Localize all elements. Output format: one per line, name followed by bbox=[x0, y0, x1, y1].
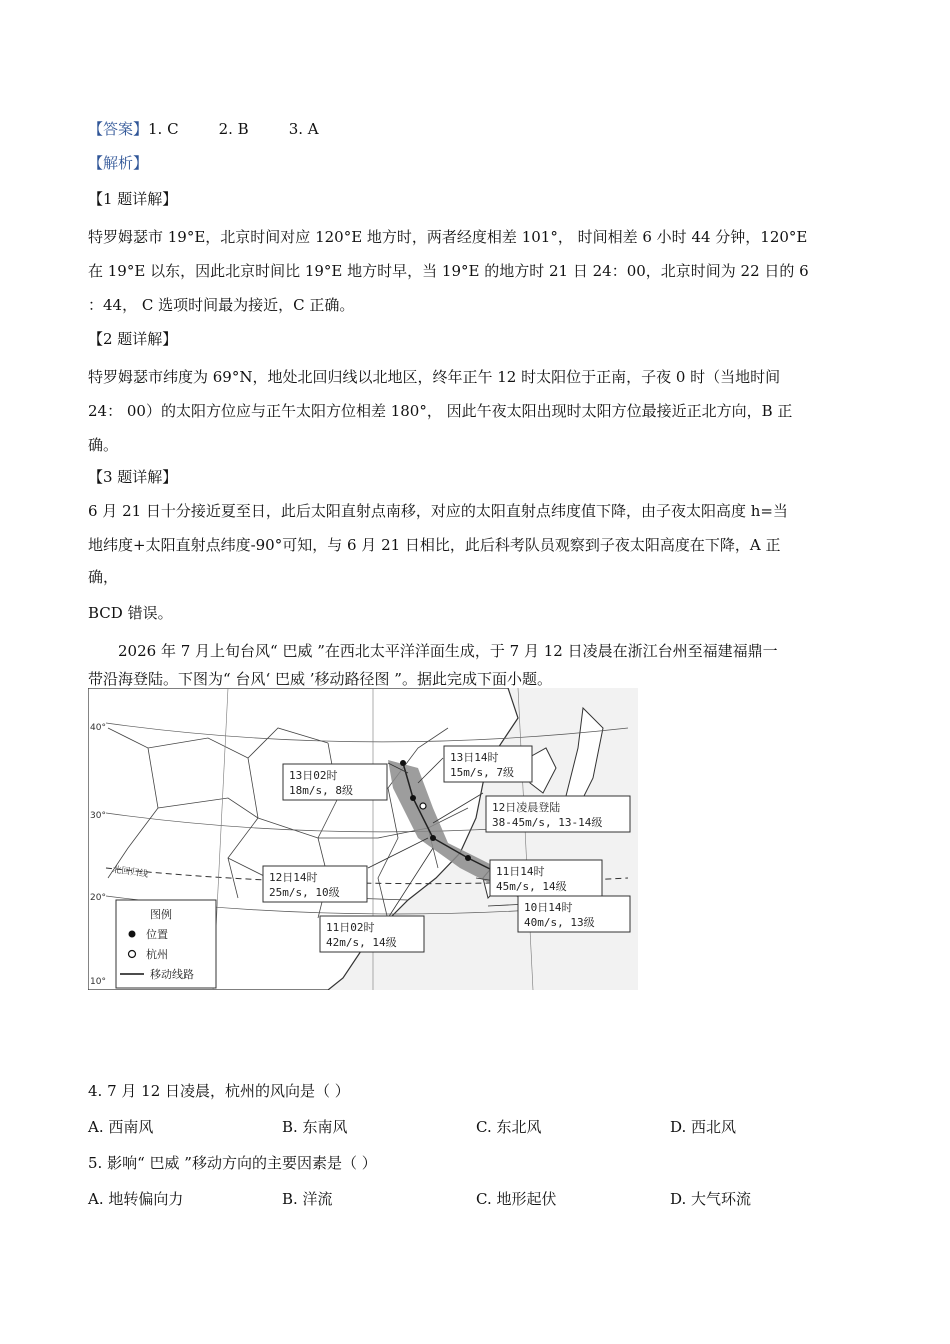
q3-text-line: 6 月 21 日十分接近夏至日，此后太阳直射点南移，对应的太阳直射点纬度值下降，由子夜太阳高度 h=当 bbox=[88, 502, 788, 520]
analysis-tag: 【解析】 bbox=[88, 154, 149, 172]
intro-line: 2026 年 7 月上旬台风“ 巴威 ”在西北太平洋洋面生成，于 7 月 12 日凌晨在浙江台州至福建福鼎一 bbox=[118, 642, 778, 660]
q2-heading: 【2 题详解】 bbox=[88, 330, 178, 348]
position-dot bbox=[430, 835, 436, 841]
svg-text:11日14时: 11日14时 bbox=[496, 865, 545, 878]
q5-option-d[interactable]: D. 大气环流 bbox=[670, 1190, 752, 1208]
svg-text:45m/s, 14级: 45m/s, 14级 bbox=[496, 880, 567, 893]
label-11-02 bbox=[320, 916, 424, 952]
lat-label-10: 10° bbox=[90, 977, 106, 987]
lat-label-30: 30° bbox=[90, 811, 106, 821]
legend-item: 移动线路 bbox=[150, 968, 194, 981]
svg-text:12日凌晨登陆: 12日凌晨登陆 bbox=[492, 801, 561, 814]
answer-item: 1. C bbox=[148, 120, 179, 138]
q2-text-line: 24： 00）的太阳方位应与正午太阳方位相差 180°， 因此午夜太阳出现时太阳方位最接近正北方向，B 正 bbox=[88, 402, 793, 420]
q1-text-line: 在 19°E 以东，因此北京时间比 19°E 地方时早，当 19°E 的地方时 21 日 24：00，北京时间为 22 日的 6 bbox=[88, 262, 809, 280]
position-dot bbox=[465, 855, 471, 861]
answer-item: 2. B bbox=[218, 120, 249, 138]
q4-option-b[interactable]: B. 东南风 bbox=[282, 1118, 348, 1136]
q1-text-line: ：44， C 选项时间最为接近，C 正确。 bbox=[88, 296, 355, 314]
label-10-14 bbox=[518, 896, 630, 932]
label-13-14 bbox=[444, 746, 532, 782]
q5-option-c[interactable]: C. 地形起伏 bbox=[476, 1190, 557, 1208]
svg-text:40m/s, 13级: 40m/s, 13级 bbox=[524, 916, 595, 929]
q2-text-line: 确。 bbox=[88, 436, 119, 454]
svg-text:18m/s, 8级: 18m/s, 8级 bbox=[289, 784, 353, 797]
position-dot bbox=[410, 795, 416, 801]
answer-line bbox=[88, 118, 319, 139]
lat-label-40: 40° bbox=[90, 723, 106, 733]
svg-text:12日14时: 12日14时 bbox=[269, 871, 318, 884]
q5-stem: 5. 影响“ 巴威 ”移动方向的主要因素是（ ） bbox=[88, 1154, 377, 1172]
legend-item: 位置 bbox=[146, 928, 168, 941]
svg-text:15m/s, 7级: 15m/s, 7级 bbox=[450, 766, 514, 779]
legend-item: 杭州 bbox=[146, 948, 168, 961]
map-svg bbox=[88, 688, 638, 990]
legend-title: 图例 bbox=[150, 908, 172, 921]
position-dot bbox=[400, 760, 406, 766]
q5-option-b[interactable]: B. 洋流 bbox=[282, 1190, 333, 1208]
svg-text:38-45m/s, 13-14级: 38-45m/s, 13-14级 bbox=[492, 816, 603, 829]
q4-option-d[interactable]: D. 西北风 bbox=[670, 1118, 737, 1136]
q2-text-line: 特罗姆瑟市纬度为 69°N，地处北回归线以北地区，终年正午 12 时太阳位于正南，子夜 0 时（当地时间 bbox=[88, 368, 781, 386]
label-12-14 bbox=[263, 866, 367, 902]
legend-circle-icon bbox=[129, 951, 136, 958]
label-13-02 bbox=[283, 764, 387, 800]
typhoon-track-map bbox=[88, 688, 638, 990]
q3-text-line: 地纬度+太阳直射点纬度-90°可知，与 6 月 21 日相比，此后科考队员观察到子夜太阳高度在下降，A 正 bbox=[88, 536, 781, 554]
svg-text:11日02时: 11日02时 bbox=[326, 921, 375, 934]
q3-heading: 【3 题详解】 bbox=[88, 468, 178, 486]
svg-text:42m/s, 14级: 42m/s, 14级 bbox=[326, 936, 397, 949]
answer-tag: 【答案】 bbox=[88, 120, 149, 138]
map-legend bbox=[116, 900, 216, 988]
hangzhou-marker bbox=[420, 803, 426, 809]
q4-option-c[interactable]: C. 东北风 bbox=[476, 1118, 542, 1136]
label-11-14 bbox=[490, 860, 602, 896]
q3-text-line: 确， bbox=[88, 568, 119, 586]
intro-line: 带沿海登陆。下图为“ 台风‘ 巴威 ’移动路径图 ”。据此完成下面小题。 bbox=[88, 670, 552, 688]
q1-heading: 【1 题详解】 bbox=[88, 190, 178, 208]
q4-option-a[interactable]: A. 西南风 bbox=[88, 1118, 154, 1136]
q1-text-line: 特罗姆瑟市 19°E，北京时间对应 120°E 地方时，两者经度相差 101°， 时间相差 6 小时 44 分钟，120°E bbox=[88, 228, 808, 246]
legend-dot-icon bbox=[129, 931, 136, 938]
svg-text:10日14时: 10日14时 bbox=[524, 901, 573, 914]
label-12-landfall bbox=[486, 796, 630, 832]
q3-text-line: BCD 错误。 bbox=[88, 604, 173, 622]
svg-text:13日02时: 13日02时 bbox=[289, 769, 338, 782]
svg-text:13日14时: 13日14时 bbox=[450, 751, 499, 764]
q5-option-a[interactable]: A. 地转偏向力 bbox=[88, 1190, 184, 1208]
tropic-label: 北回归线 bbox=[111, 865, 149, 880]
q4-stem: 4. 7 月 12 日凌晨，杭州的风向是（ ） bbox=[88, 1082, 350, 1100]
svg-text:25m/s, 10级: 25m/s, 10级 bbox=[269, 886, 340, 899]
answer-item: 3. A bbox=[288, 120, 319, 138]
lat-label-20: 20° bbox=[90, 893, 106, 903]
